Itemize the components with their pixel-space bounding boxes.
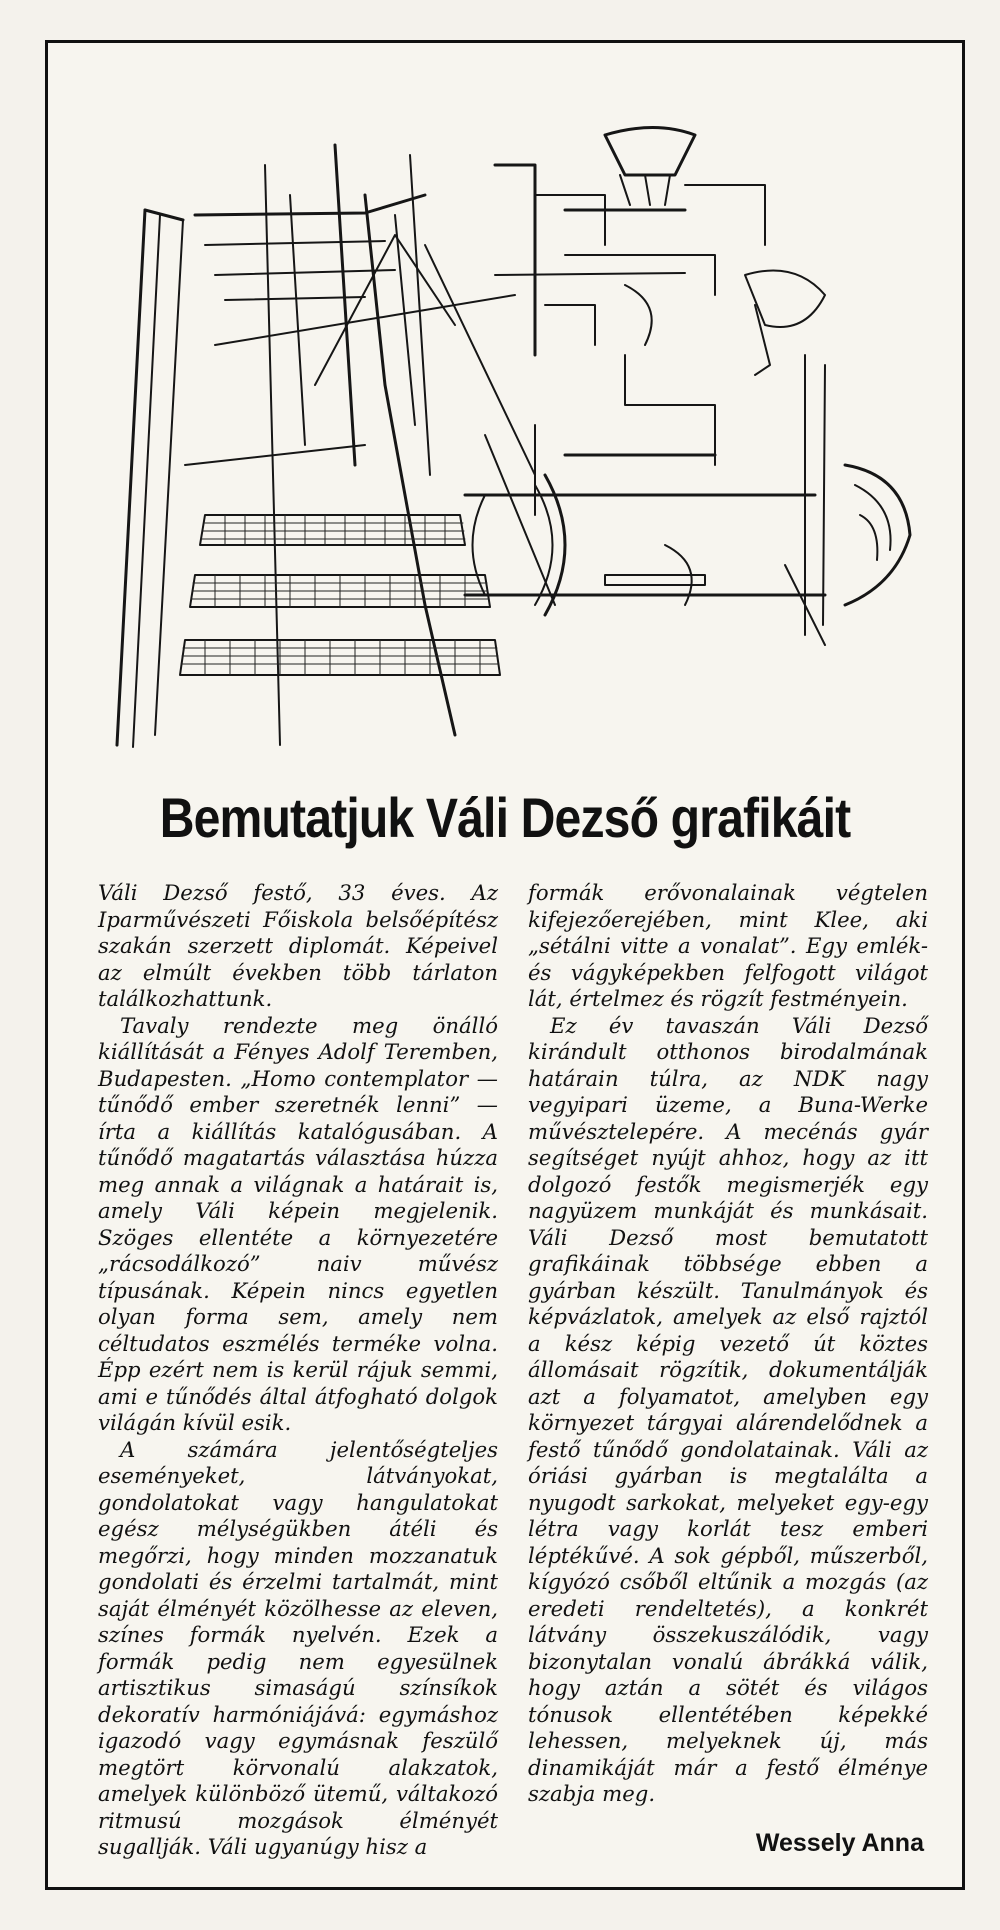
article-headline: Bemutatjuk Váli Dezső grafikáit [159, 786, 851, 849]
left-column [98, 880, 498, 1859]
paragraph: Váli Dezső festő, 33 éves. Az Iparművészeti Főiskola belsőépítész szakán szerzett diplomát. Képeivel az elmúlt években több tárlaton találkozhattunk. [98, 880, 498, 1011]
paragraph: formák erővonalainak végtelen kifejezőerejében, mint Klee, aki „sétálni vitte a vonalat”. Egy emlék- és vágyképekben felfogott világot lát, értelmez és rögzít festményein. [528, 880, 928, 1011]
author-signature: Wessely Anna [755, 1828, 924, 1857]
article-body [98, 880, 928, 1859]
paragraph: A számára jelentőségteljes eseményeket, látványokat, gondolatokat vagy hangulatokat egész mélységükben átéli és megőrzi, hogy minden mozzanatuk gondolati és érzelmi tartalmát, mint saját élményét közölhesse az eleven, színes formák nyelvén. Ezek a formák pedig nem egyesülnek artisztikus simaságú színsíkok dekoratív harmóniájává: egymáshoz igazodó vagy egymásnak feszülő megtört körvonalú alakzatok, amelyek különböző ütemű, váltakozó ritmusú mozgások élményét sugallják. Váli ugyanúgy hisz a [98, 1436, 498, 1859]
paragraph: Ez év tavaszán Váli Dezső kirándult otthonos birodalmának határain túlra, az NDK nagy vegyipari üzeme, a Buna-Werke művésztelepére. A mecénás gyár segítséget nyújt ahhoz, hogy az itt dolgozó festők megismerjék egy nagyüzem munkáját és munkásait. Váli Dezső most bemutatott grafikáinak többsége ebben a gyárban készült. Tanulmányok és képvázlatok, amelyek az első rajztól a kész képig vezető út köztes állomásait rögzítik, dokumentálják azt a folyamatot, amelyben egy környezet tárgyai alárendelődnek a festő tűnődő gondolatainak. Váli az óriási gyárban is megtalálta a nyugodt sarkokat, melyeket egy-egy létra vagy korlát tesz emberi léptékűvé. A sok gépből, műszerből, kígyózó csőből eltűnik a mozgás (az eredeti rendeltetés), a konkrét látvány összekuszálódik, vagy bizonytalan vonalú ábrákká válik, hogy aztán a sötét és világos tónusok ellentétében képekké lehessen, melyeknek új, más dinamikáját már a festő élménye szabja meg. [528, 1012, 928, 1806]
right-column [528, 880, 928, 1857]
factory-stairs-illustration [65, 45, 945, 760]
paragraph: Tavaly rendezte meg önálló kiállítását a Fényes Adolf Teremben, Budapesten. „Homo contemplator — tűnődő ember szeretnék lenni” — írta a kiállítás katalógusában. A tűnődő magatartás választása húzza meg annak a világnak a határait is, amely Váli képein megjelenik. Szöges ellentéte a környezetére „rácsodálkozó” naiv művész típusának. Képein nincs egyetlen olyan forma sem, amely nem céltudatos eszmélés terméke volna. Épp ezért nem is kerül rájuk semmi, ami e tűnődés által átfogható dolgok világán kívül esik. [98, 1012, 498, 1435]
